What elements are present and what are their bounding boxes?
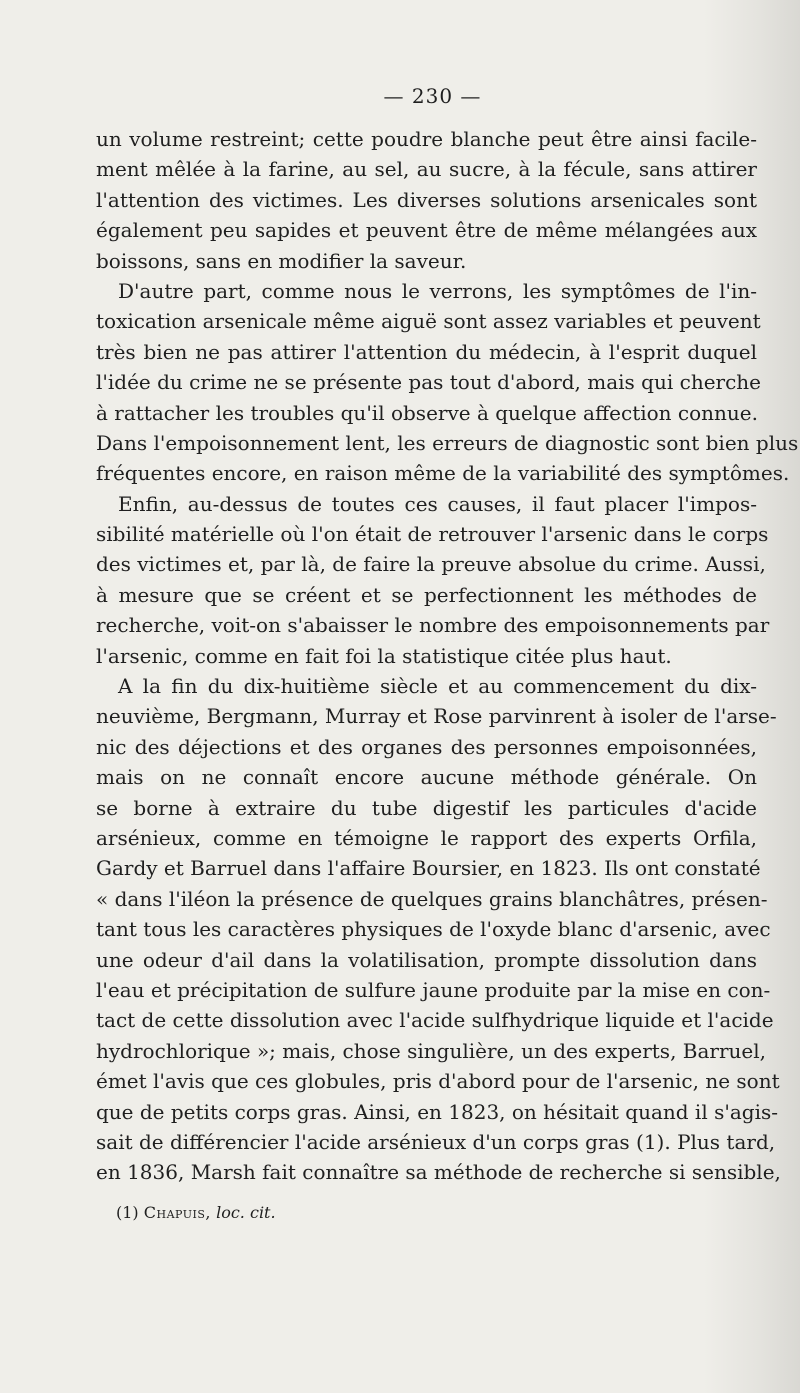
text-line: tact de cette dissolution avec l'acide sulfhydrique liquide et l'acide — [96, 1008, 774, 1033]
text-line: l'eau et précipitation de sulfure jaune produite par la mise en con- — [96, 977, 771, 1002]
footnote-marker: (1) — [116, 1203, 139, 1222]
text-line: une odeur d'ail dans la volatilisation, prompte dissolution dans — [96, 947, 757, 972]
text-line: Dans l'empoisonnement lent, les erreurs de diagnostic sont bien plus — [96, 430, 799, 455]
text-line: tant tous les caractères physiques de l'oxyde blanc d'arsenic, avec — [96, 917, 771, 942]
text-line: nic des déjections et des organes des personnes empoisonnées, — [96, 734, 757, 759]
body-text — [96, 124, 799, 1188]
text-line: des victimes et, par là, de faire la preuve absolue du crime. Aussi, — [96, 552, 766, 577]
text-line: recherche, voit-on s'abaisser le nombre des empoisonnements par — [96, 613, 770, 638]
text-line: ment mêlée à la farine, au sel, au sucre, à la fécule, sans attirer — [96, 157, 757, 182]
text-line: mais on ne connaît encore aucune méthode générale. On — [96, 765, 757, 790]
text-line: en 1836, Marsh fait connaître sa méthode de recherche si sensible, — [96, 1160, 781, 1185]
footnote-author: Chapuis, — [143, 1203, 211, 1222]
text-line: arsénieux, comme en témoigne le rapport des experts Orfila, — [96, 825, 757, 850]
text-line: un volume restreint; cette poudre blanche peut être ainsi facile- — [96, 127, 757, 151]
text-line: à mesure que se créent et se perfectionnent les méthodes de — [96, 582, 757, 607]
text-line: sibilité matérielle où l'on était de retrouver l'arsenic dans le corps — [96, 522, 769, 547]
footnote-reference: loc. cit. — [216, 1203, 276, 1222]
text-line: Enfin, au-dessus de toutes ces causes, il faut placer l'impos- — [118, 491, 757, 516]
text-line: D'autre part, comme nous le verrons, les symptômes de l'in- — [118, 278, 757, 303]
page-number: — 230 — — [383, 84, 482, 108]
text-line: l'attention des victimes. Les diverses solutions arsenicales sont — [96, 187, 757, 212]
text-line: sait de différencier l'acide arsénieux d'un corps gras (1). Plus tard, — [96, 1129, 776, 1154]
text-line: boissons, sans en modifier la saveur. — [96, 248, 467, 273]
text-line: se borne à extraire du tube digestif les particules d'acide — [96, 795, 757, 820]
text-line: que de petits corps gras. Ainsi, en 1823, on hésitait quand il s'agis- — [96, 1099, 778, 1124]
text-line: très bien ne pas attirer l'attention du médecin, à l'esprit duquel — [96, 339, 757, 364]
text-line: également peu sapides et peuvent être de même mélangées aux — [96, 218, 757, 243]
text-line: hydrochlorique »; mais, chose singulière, un des experts, Barruel, — [96, 1038, 766, 1063]
text-line: neuvième, Bergmann, Murray et Rose parvinrent à isoler de l'arse- — [96, 704, 777, 729]
footnote — [116, 1203, 276, 1222]
text-line: l'idée du crime ne se présente pas tout d'abord, mais qui cherche — [96, 370, 762, 395]
text-line: Gardy et Barruel dans l'affaire Boursier, en 1823. Ils ont constaté — [96, 856, 761, 881]
text-line: émet l'avis que ces globules, pris d'abord pour de l'arsenic, ne sont — [96, 1069, 780, 1094]
text-line: fréquentes encore, en raison même de la variabilité des symptômes. — [96, 461, 790, 486]
text-line: l'arsenic, comme en fait foi la statistique citée plus haut. — [96, 643, 672, 668]
text-line: A la fin du dix-huitième siècle et au commencement du dix- — [118, 674, 757, 699]
text-line: à rattacher les troubles qu'il observe à quelque affection connue. — [96, 400, 758, 425]
text-line: « dans l'iléon la présence de quelques grains blanchâtres, présen- — [96, 886, 768, 911]
text-line: toxication arsenicale même aiguë sont assez variables et peuvent — [96, 309, 761, 334]
